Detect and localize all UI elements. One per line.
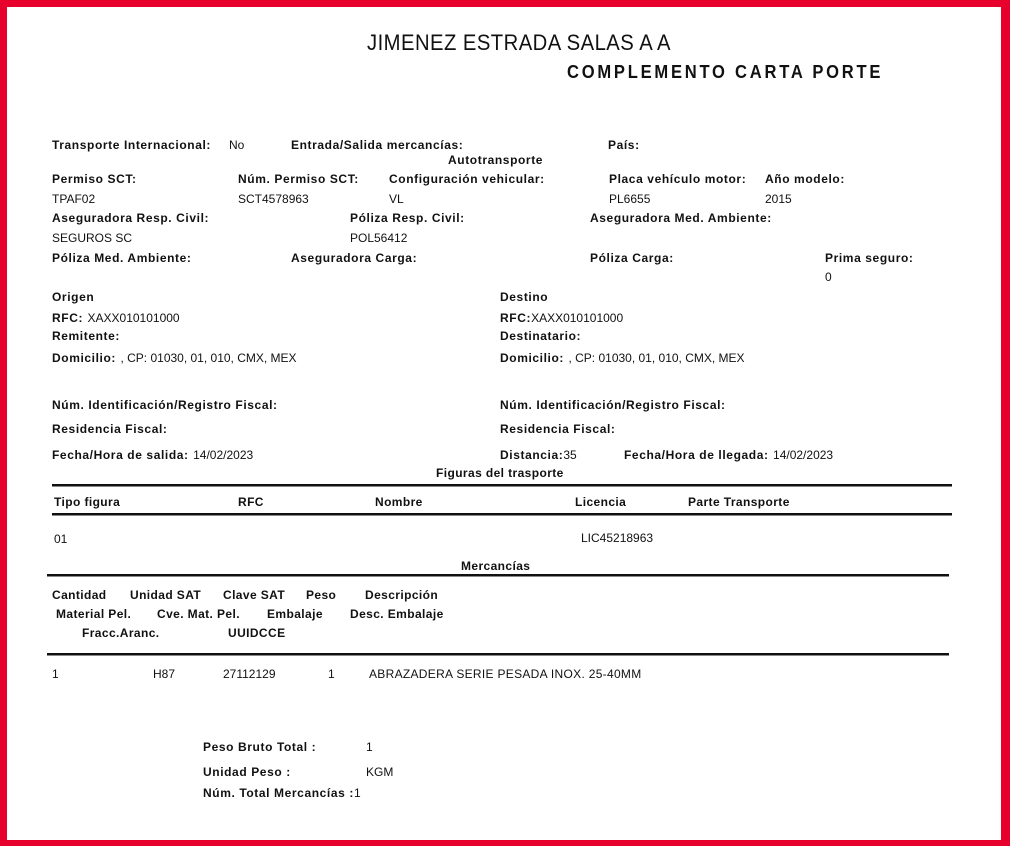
placa-label: Placa vehículo motor: (609, 172, 747, 186)
poliza-resp-civil-label: Póliza Resp. Civil: (350, 211, 465, 225)
fecha-llegada-label: Fecha/Hora de llegada: (624, 448, 769, 462)
destino-num-id-label: Núm. Identificación/Registro Fiscal: (500, 398, 726, 412)
figuras-col-parte: Parte Transporte (688, 495, 790, 509)
destino-rfc (500, 309, 623, 327)
merc-col-descripcion: Descripción (365, 588, 439, 602)
merc-col-uuidcce: UUIDCCE (228, 626, 286, 640)
aseguradora-carga-label: Aseguradora Carga: (291, 251, 418, 265)
destino-residencia-label: Residencia Fiscal: (500, 422, 616, 436)
peso-bruto-value: 1 (366, 740, 373, 754)
figura-licencia-cell: LIC45218963 (581, 531, 654, 545)
placa-value: PL6655 (609, 192, 651, 206)
config-vehicular-value: VL (389, 192, 404, 206)
destino-rfc-value: XAXX010101000 (531, 311, 624, 325)
poliza-resp-civil-value: POL56412 (350, 231, 408, 245)
destino-domicilio-label: Domicilio: (500, 351, 565, 365)
origen-domicilio-value: , CP: 01030, 01, 010, CMX, MEX (120, 351, 297, 365)
aseguradora-resp-civil-label: Aseguradora Resp. Civil: (52, 211, 210, 225)
fecha-llegada (624, 446, 833, 464)
origen-residencia-label: Residencia Fiscal: (52, 422, 168, 436)
destinatario-label: Destinatario: (500, 329, 582, 343)
merc-col-fracc-aranc: Fracc.Aranc. (82, 626, 160, 640)
origen-rfc (52, 309, 180, 327)
merc-col-cve-mat-pel: Cve. Mat. Pel. (157, 607, 240, 621)
origen-domicilio (52, 349, 297, 367)
origen-num-id-label: Núm. Identificación/Registro Fiscal: (52, 398, 278, 412)
origen-rfc-label: RFC: (52, 311, 84, 325)
destino-title: Destino (500, 290, 549, 304)
figuras-col-licencia: Licencia (575, 495, 627, 509)
permiso-sct-label: Permiso SCT: (52, 172, 137, 186)
distancia (500, 446, 577, 464)
num-total-mercancias (203, 784, 361, 802)
figuras-top-rule (52, 484, 952, 487)
merc-descripcion-cell: ABRAZADERA SERIE PESADA INOX. 25-40MM (369, 667, 642, 681)
remitente-label: Remitente: (52, 329, 121, 343)
aseguradora-resp-civil-value: SEGUROS SC (52, 231, 133, 245)
distancia-label: Distancia: (500, 448, 564, 462)
merc-col-embalaje: Embalaje (267, 607, 323, 621)
num-total-value: 1 (353, 786, 361, 800)
aseguradora-med-ambiente-label: Aseguradora Med. Ambiente: (590, 211, 772, 225)
figuras-header-rule (52, 513, 952, 516)
origen-domicilio-label: Domicilio: (52, 351, 117, 365)
figuras-col-rfc: RFC (238, 495, 264, 509)
anio-modelo-label: Año modelo: (765, 172, 845, 186)
merc-col-clave-sat: Clave SAT (223, 588, 286, 602)
document-page (7, 7, 1001, 840)
destino-domicilio-value: , CP: 01030, 01, 010, CMX, MEX (568, 351, 745, 365)
fecha-salida (52, 446, 253, 464)
unidad-peso-label: Unidad Peso : (203, 765, 291, 779)
fecha-salida-value: 14/02/2023 (193, 448, 254, 462)
transporte-internacional-label: Transporte Internacional: (52, 138, 212, 152)
company-name: JIMENEZ ESTRADA SALAS A A (367, 30, 671, 55)
merc-cantidad-cell: 1 (52, 667, 59, 681)
document-title: COMPLEMENTO CARTA PORTE (567, 62, 884, 82)
merc-col-material-pel: Material Pel. (56, 607, 132, 621)
destino-domicilio (500, 349, 745, 367)
figuras-col-tipo: Tipo figura (54, 495, 121, 509)
unidad-peso-value: KGM (366, 765, 394, 779)
figuras-col-nombre: Nombre (375, 495, 423, 509)
origen-title: Origen (52, 290, 95, 304)
merc-col-cantidad: Cantidad (52, 588, 107, 602)
merc-col-unidad-sat: Unidad SAT (130, 588, 202, 602)
pais-label: País: (608, 138, 640, 152)
num-permiso-sct-label: Núm. Permiso SCT: (238, 172, 359, 186)
prima-seguro-value: 0 (825, 270, 832, 284)
figura-tipo-cell: 01 (54, 532, 68, 546)
merc-col-desc-embalaje: Desc. Embalaje (350, 607, 444, 621)
merc-unidad-cell: H87 (153, 667, 176, 681)
mercancias-top-rule (47, 574, 949, 577)
figuras-title: Figuras del trasporte (436, 466, 564, 480)
distancia-value: 35 (563, 448, 577, 462)
peso-bruto-label: Peso Bruto Total : (203, 740, 317, 754)
merc-col-peso: Peso (306, 588, 337, 602)
poliza-carga-label: Póliza Carga: (590, 251, 674, 265)
prima-seguro-label: Prima seguro: (825, 251, 914, 265)
entrada-salida-label: Entrada/Salida mercancías: (291, 138, 464, 152)
via-transporte: Autotransporte (448, 153, 544, 167)
permiso-sct-value: TPAF02 (52, 192, 96, 206)
num-total-label: Núm. Total Mercancías : (203, 786, 354, 800)
mercancias-title: Mercancías (461, 559, 531, 573)
num-permiso-sct-value: SCT4578963 (238, 192, 309, 206)
poliza-med-ambiente-label: Póliza Med. Ambiente: (52, 251, 192, 265)
merc-clave-cell: 27112129 (223, 667, 276, 681)
destino-rfc-label: RFC: (500, 311, 532, 325)
config-vehicular-label: Configuración vehicular: (389, 172, 545, 186)
transporte-internacional-value: No (229, 138, 245, 152)
anio-modelo-value: 2015 (765, 192, 792, 206)
merc-peso-cell: 1 (328, 667, 335, 681)
mercancias-header-rule (47, 653, 949, 656)
fecha-salida-label: Fecha/Hora de salida: (52, 448, 189, 462)
fecha-llegada-value: 14/02/2023 (773, 448, 834, 462)
origen-rfc-value: XAXX010101000 (87, 311, 180, 325)
